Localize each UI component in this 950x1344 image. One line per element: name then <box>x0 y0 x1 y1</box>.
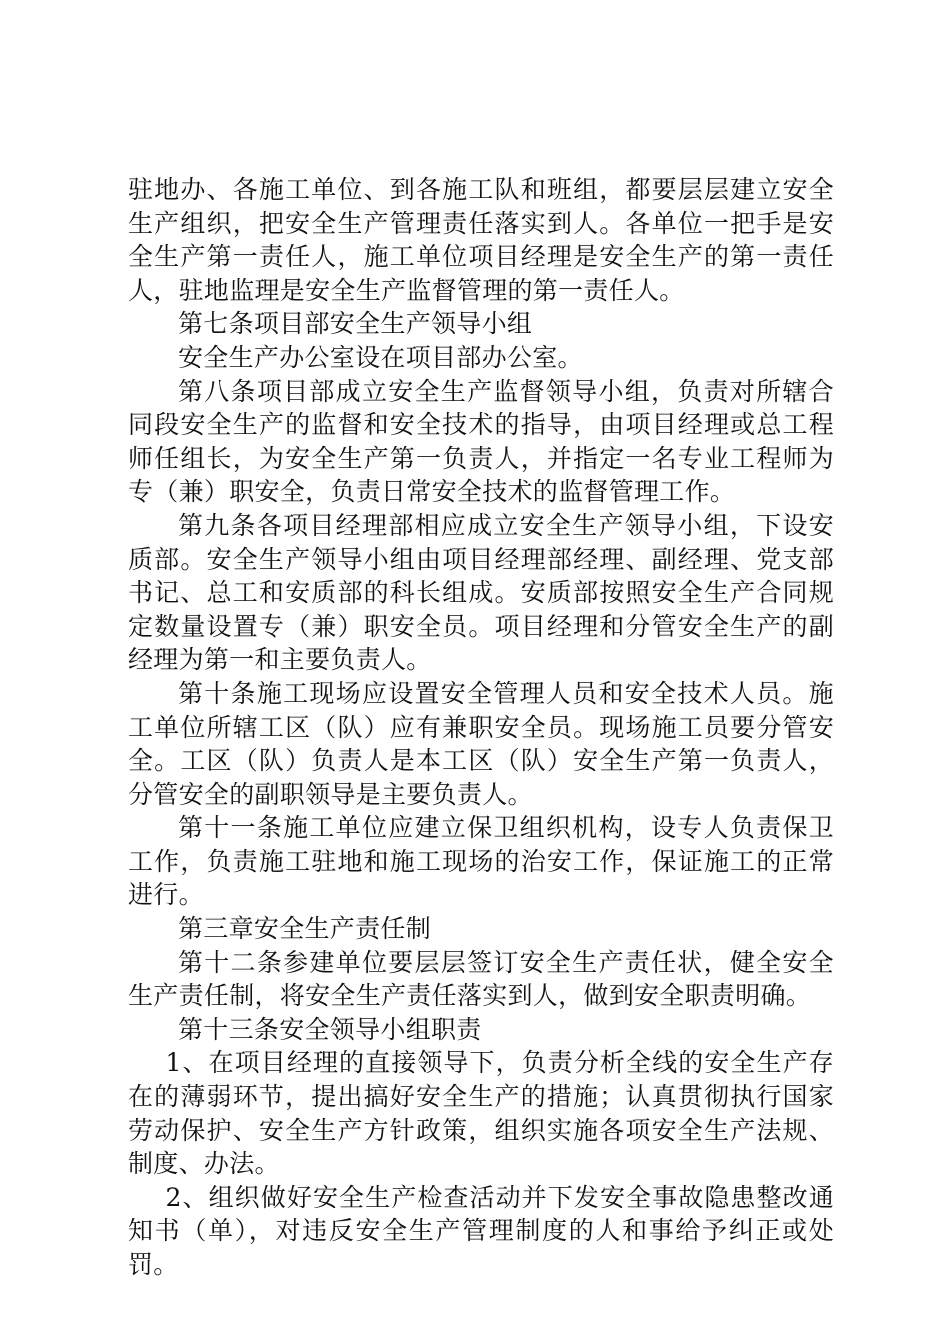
article-7-heading: 第七条项目部安全生产领导小组 <box>178 309 533 339</box>
article-12-paragraph: 第十二条参建单位要层层签订安全生产责任状，健全安全生产责任制，将安全生产责任落实到人，做到安全职责明确。 <box>128 947 834 1011</box>
article-10-paragraph: 第十条施工现场应设置安全管理人员和安全技术人员。施工单位所辖工区（队）应有兼职安全员。现场施工员要分管安全。工区（队）负责人是本工区（队）安全生产第一负责人，分管安全的副职领导是主要负责人。 <box>128 678 834 809</box>
chapter-3-heading: 第三章安全生产责任制 <box>178 914 432 944</box>
document-body <box>128 173 834 1282</box>
article-11-paragraph: 第十一条施工单位应建立保卫组织机构，设专人负责保卫工作，负责施工驻地和施工现场的治安工作，保证施工的正常进行。 <box>128 813 834 910</box>
article-13-heading: 第十三条安全领导小组职责 <box>178 1014 482 1044</box>
article-8-paragraph: 第八条项目部成立安全生产监督领导小组，负责对所辖合同段安全生产的监督和安全技术的指导，由项目经理或总工程师任组长，为安全生产第一负责人，并指定一名专业工程师为专（兼）职安全，负责日常安全技术的监督管理工作。 <box>128 376 834 507</box>
duty-item-2: 2、组织做好安全生产检查活动并下发安全事故隐患整改通知书（单），对违反安全生产管理制度的人和事给予纠正或处罚。 <box>128 1182 834 1279</box>
duty-item-1: 1、在项目经理的直接领导下，负责分析全线的安全生产存在的薄弱环节，提出搞好安全生产的措施；认真贯彻执行国家劳动保护、安全生产方针政策，组织实施各项安全生产法规、制度、办法。 <box>128 1048 834 1179</box>
office-location-paragraph: 安全生产办公室设在项目部办公室。 <box>178 342 583 372</box>
article-9-paragraph: 第九条各项目经理部相应成立安全生产领导小组，下设安质部。安全生产领导小组由项目经理部经理、副经理、党支部书记、总工和安质部的科长组成。安质部按照安全生产合同规定数量设置专（兼）职安全员。项目经理和分管安全生产的副经理为第一和主要负责人。 <box>128 510 834 675</box>
paragraph-continuation: 驻地办、各施工单位、到各施工队和班组，都要层层建立安全生产组织，把安全生产管理责任落实到人。各单位一把手是安全生产第一责任人，施工单位项目经理是安全生产的第一责任人，驻地监理是安全生产监督管理的第一责任人。 <box>128 175 834 305</box>
